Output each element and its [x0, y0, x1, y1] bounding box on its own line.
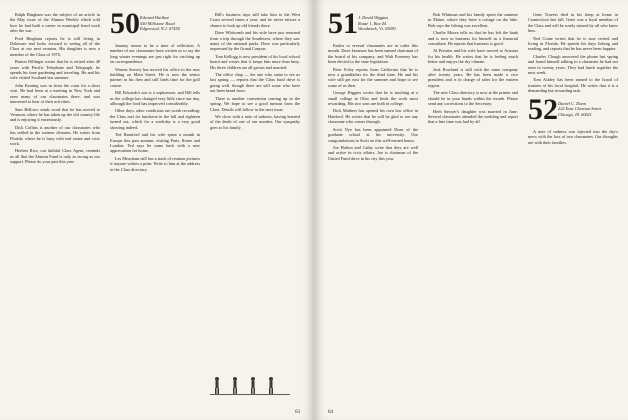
- note-paragraph: Al Prentiss and his wife have moved to Arizona for his health. He writes that he is feeling much better and enjoys the dry climate.: [428, 48, 518, 65]
- note-paragraph: A note of sadness was injected into the day's news with the loss of two classmates. Our thoughts are with their families.: [528, 128, 618, 145]
- note-paragraph: Dick Mathers has opened his own law office in Hartford. He writes that he will be glad to see any classmate who comes through.: [328, 108, 418, 125]
- note-paragraph: Jack Rowland is still with the same company after twenty years. He has been made a vice president and is in charge of sales for the eastern region.: [428, 66, 518, 88]
- note-paragraph: Tom Kellogg is now president of his local school board and writes that it keeps him more than busy. His three children are all grown and married.: [210, 53, 300, 70]
- note-paragraph: Gene Travers died in his sleep at home in Connecticut last fall. Gene was a loyal member of the Class and will be sorely missed by all who knew him.: [528, 12, 618, 34]
- note-paragraph: We close with a note of sadness, having learned of the death of one of our number. Our sympathy goes to his family.: [210, 113, 300, 130]
- right-page: [314, 0, 628, 420]
- secretary-name: J. David Wiggins: [358, 15, 389, 20]
- left-column-2-text: [110, 43, 200, 172]
- note-paragraph: Ford Bingham reports he is still living in Delaware and looks forward to seeing all of the Class at our next reunion. His daughter is now a member of the Class of 1976.: [10, 35, 100, 57]
- left-column-1: [10, 12, 100, 167]
- class-number: 51: [328, 7, 358, 40]
- right-column-1: [328, 7, 418, 163]
- note-paragraph: January seems to be a time of reflection. A number of our classmates have written us to say the long winter evenings are just right for catching up on correspondence.: [110, 43, 200, 65]
- secretary-street: Route 1, Box 44: [358, 20, 387, 26]
- note-paragraph: Charlie Moore tells us that he has left the bank and is now in business for himself as a financial consultant. He reports that business is good.: [428, 30, 518, 47]
- secretary-city: Chicago, Ill. 60611: [558, 111, 592, 117]
- note-paragraph: Charles Clough answered the phone last spring and found himself talking to a classmate he had not seen in twenty years. They had lunch together the next week.: [528, 53, 618, 76]
- secretary-city: Woodstock, Vt. 05091: [358, 26, 397, 32]
- note-paragraph: Herbert Rice, our faithful Class Agent, reminds us all that the Alumni Fund is only as strong as our support. Please do your part this year.: [10, 148, 100, 165]
- secretary-name: Daniel C. Dunn: [558, 100, 586, 106]
- class-heading-51: [328, 7, 418, 40]
- note-paragraph: Barton Dillinger writes that he is retired after 40 years with Pacific Telephone and Telegraph; he spends his time gardening and traveling. He and his wife visited Scotland last summer.: [10, 59, 100, 81]
- note-paragraph: Dave Whitcomb and his wife have just returned from a trip through the Southwest, where they saw many of the national parks. Dave was particularly impressed by the Grand Canyon.: [210, 30, 300, 52]
- note-paragraph: Bill Edwards's son is a sophomore, and Bill tells us the college has changed very little since our day, although the food has improved considerably.: [110, 90, 200, 107]
- note-paragraph: Ted Ransford and his wife spent a month in Europe this past autumn, visiting Paris, Rome and London. Ted says he came back with a new appreciation for home.: [110, 132, 200, 154]
- note-paragraph: Sam Bellows sends word that he has moved to Vermont, where he has taken up the old country life and is enjoying it enormously.: [10, 106, 100, 123]
- secretary-street: 222 East Chestnut Street: [558, 106, 602, 112]
- right-column-1-text: [328, 43, 418, 161]
- class-heading-50: [110, 7, 200, 40]
- note-paragraph: Kudos to several classmates are in order this month. Dave Jameson has been named chairman of the board of his company, and Walt Pomeroy has been elected to the state legislature.: [328, 43, 418, 65]
- note-paragraph: The office chap — the one who came to see us last spring — reports that the Class fund drive is going well, though there are still some who have not been heard from.: [210, 72, 300, 94]
- note-paragraph: Other days, other conditions are worth recording: the Class met for luncheon in the fall and eighteen turned out, which for a weekday is a very good showing indeed.: [110, 108, 200, 130]
- note-paragraph: There is another convention coming up in the spring. We hope to see a good turnout from the Class. Details will follow in the next issue.: [210, 95, 300, 112]
- note-paragraph: Bill's business trips still take him to the West Coast several times a year, and he never misses a chance to look up old friends there.: [210, 12, 300, 28]
- note-paragraph: Les Meacham still has a stack of reunion pictures if anyone wishes a print. Write to him at the address in the Class directory.: [110, 155, 200, 172]
- page-number: 63: [295, 410, 300, 415]
- secretary-name: Edward Hurlbut: [140, 15, 169, 20]
- class-number: 50: [110, 7, 140, 40]
- note-paragraph: Scott Nye has been appointed Dean of the graduate school at his university. Our congratulations to Scott on this well-earned honor.: [328, 126, 418, 143]
- note-paragraph: Peter Foley reports from California that he is now a grandfather for the third time. He and his wife still get east for the summer and hope to see some of us then.: [328, 66, 418, 88]
- note-paragraph: Ralph Bingham was the subject of an article in the May issue of the Alumni Weekly which told how he had built a career in municipal bond work after the war.: [10, 12, 100, 34]
- note-paragraph: Ned Crane writes that he is now retired and living in Florida. He spends his days fishing and reading, and reports that he has never been happier.: [528, 35, 618, 52]
- marching-figures-illustration: [205, 374, 295, 396]
- right-column-3: [528, 12, 618, 147]
- secretary-street: 550 Millstone Road: [140, 20, 175, 26]
- note-paragraph: Warren Seavey has moved his office to the new building on Main Street. He is now the senior partner in his firm and still finds time for the golf course.: [110, 66, 200, 88]
- note-paragraph: George Higgins writes that he is teaching at a small college in Ohio and finds the work most rewarding. His two sons are both in college.: [328, 90, 418, 107]
- class-secretary-address: [558, 101, 601, 118]
- right-column-3-after-text: [528, 129, 618, 145]
- note-paragraph: The new Class directory is now at the printer and should be in your hands within the month. Please send any corrections to the Secretary.: [428, 90, 518, 107]
- note-paragraph: Dick Collins is another of our classmates who has settled in the warmer climates. He writes from Florida, where he is busy with real estate and civic work.: [10, 124, 100, 146]
- class-number: 52: [528, 92, 558, 126]
- right-column-2: [428, 12, 518, 127]
- secretary-city: Edgewood, N.J. 07450: [140, 26, 180, 32]
- class-secretary-address: [140, 15, 180, 32]
- class-secretary-address: [358, 15, 396, 32]
- page-number: 64: [328, 410, 333, 415]
- note-paragraph: Bob Whitman and his family spent the summer in Maine, where they have a cottage on the lake. Bob says the fishing was excellent.: [428, 12, 518, 28]
- note-paragraph: Tom Ashley has been named to the board of trustees of his local hospital. He writes that it is a demanding but rewarding task.: [528, 77, 618, 94]
- left-column-3: [210, 12, 300, 132]
- left-column-2: [110, 7, 200, 174]
- right-column-3-text: [528, 12, 618, 94]
- note-paragraph: John Keating was in from the coast for a short visit. He had been at a meeting in New York and seen many of our classmates there, and was interested to hear of their activities.: [10, 82, 100, 105]
- note-paragraph: Herb Sawyer's daughter was married in June. Several classmates attended the wedding and report that a fine time was had by all.: [428, 108, 518, 125]
- figures-drawing: [205, 374, 295, 396]
- class-heading-52: [528, 92, 618, 126]
- note-paragraph: Joe Holton and Cathy write that they are well and active in civic affairs. Joe is chairman of the United Fund drive in his city this year.: [328, 144, 418, 161]
